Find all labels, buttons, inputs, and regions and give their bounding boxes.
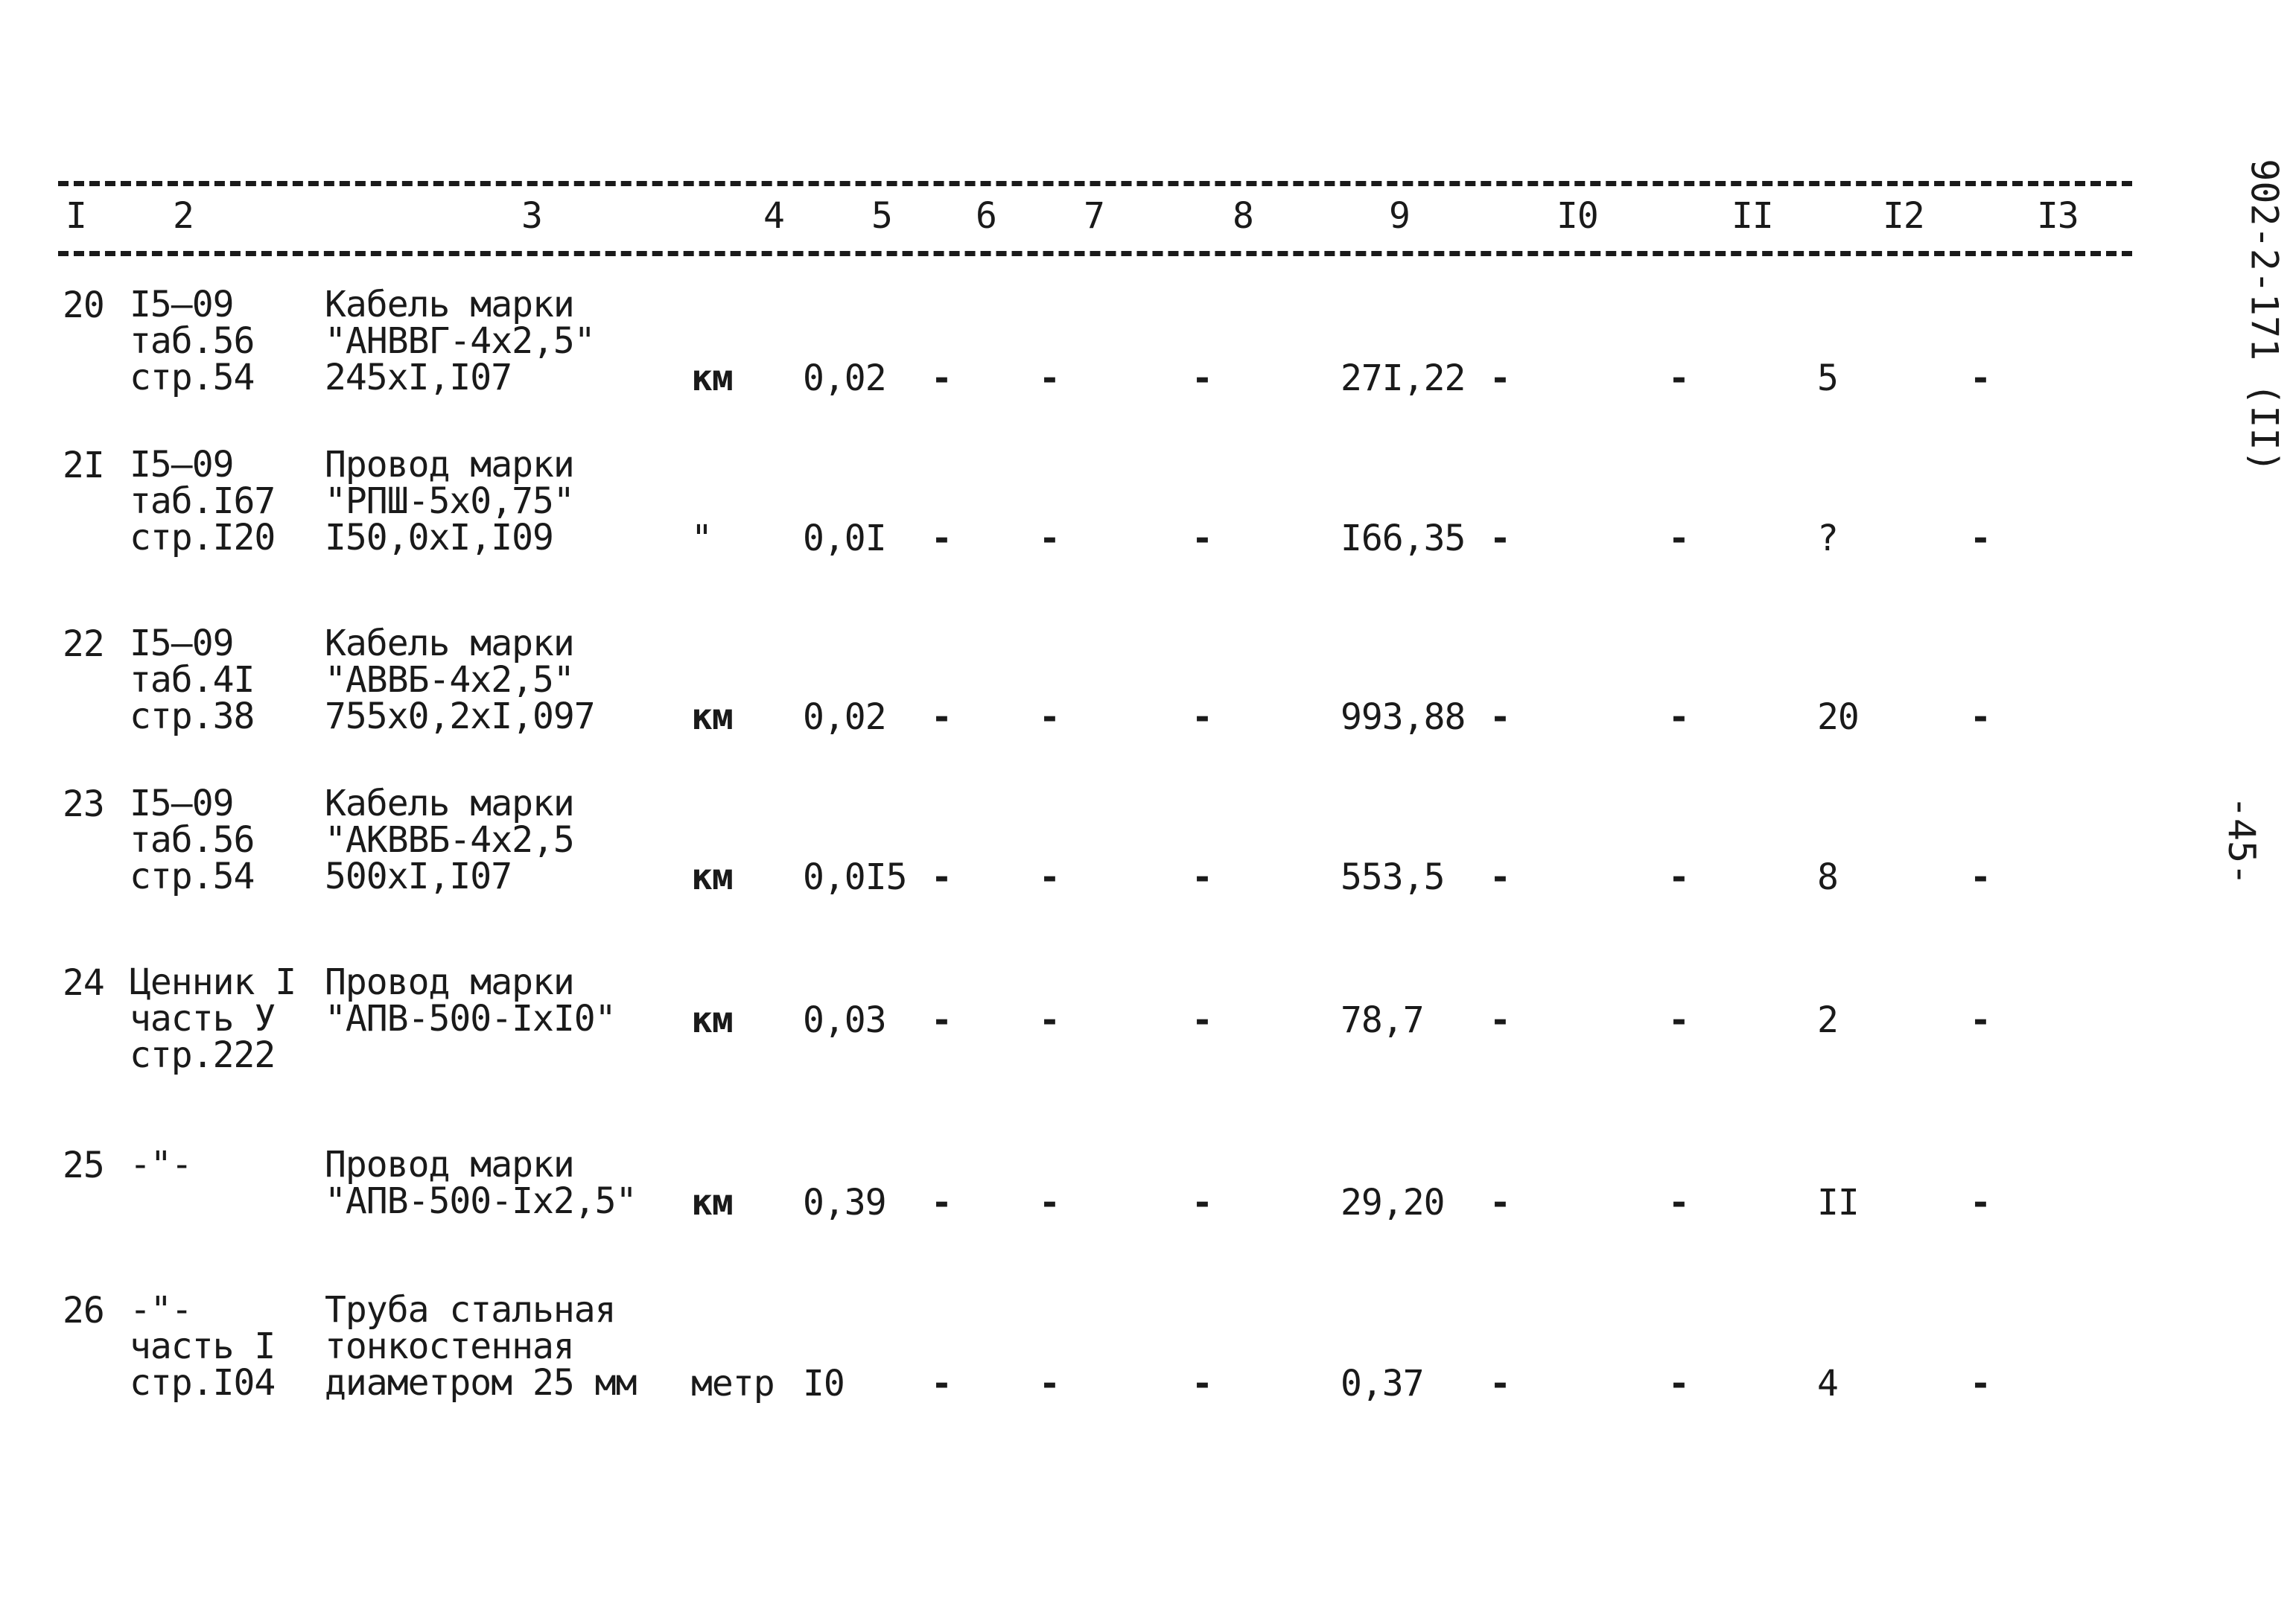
- cell-c12: 5: [1817, 357, 1838, 399]
- column-header: 9: [1389, 195, 1410, 237]
- cell-c12: 8: [1817, 856, 1838, 898]
- cell-ref: I5–09 таб.I67 стр.I20: [130, 444, 276, 559]
- cell-c10: -: [1489, 357, 1510, 399]
- cell-qty: 0,02: [803, 357, 886, 399]
- cell-price: 29,20: [1341, 1182, 1445, 1224]
- cell-qty: 0,02: [803, 696, 886, 738]
- cell-no: 20: [63, 284, 104, 326]
- cell-c6: -: [931, 999, 952, 1041]
- cell-c10: -: [1489, 1182, 1510, 1224]
- cell-c13: -: [1970, 696, 1991, 738]
- cell-c6: -: [931, 1182, 952, 1224]
- column-header: 7: [1084, 195, 1104, 237]
- cell-c11: -: [1668, 518, 1689, 559]
- cell-c12: 4: [1817, 1363, 1838, 1404]
- cell-price: 27I,22: [1341, 357, 1466, 399]
- column-header: I: [66, 195, 86, 237]
- cell-qty: 0,39: [803, 1182, 886, 1224]
- cell-c13: -: [1970, 856, 1991, 898]
- cell-qty: I0: [803, 1363, 845, 1404]
- cell-name: Кабель марки "АНВВГ-4х2,5" 245хI,I07: [325, 284, 595, 398]
- header-bottom-rule: [58, 251, 2132, 256]
- cell-c7: -: [1039, 1363, 1060, 1404]
- document-code: 902-2-171 (II): [2242, 159, 2286, 473]
- column-header: 2: [173, 195, 194, 237]
- cell-c8: -: [1192, 1363, 1212, 1404]
- cell-c11: -: [1668, 999, 1689, 1041]
- cell-price: I66,35: [1341, 518, 1466, 559]
- cell-ref: I5–09 таб.4I стр.38: [130, 623, 255, 737]
- cell-c11: -: [1668, 856, 1689, 898]
- cell-unit: км: [691, 357, 733, 399]
- cell-no: 25: [63, 1145, 104, 1186]
- column-header: 5: [871, 195, 892, 237]
- cell-ref: Ценник I часть У стр.222: [130, 961, 296, 1076]
- cell-name: Кабель марки "АВВБ-4х2,5" 755х0,2хI,097: [325, 623, 595, 737]
- cell-c10: -: [1489, 696, 1510, 738]
- cell-name: Провод марки "АПВ-500-Iх2,5": [325, 1144, 637, 1222]
- header-top-rule: [58, 181, 2132, 186]
- cell-c10: -: [1489, 518, 1510, 559]
- cell-c13: -: [1970, 1182, 1991, 1224]
- cell-c12: 2: [1817, 999, 1838, 1041]
- column-header: I0: [1556, 195, 1598, 237]
- cell-c7: -: [1039, 1182, 1060, 1224]
- cell-c7: -: [1039, 518, 1060, 559]
- cell-c8: -: [1192, 999, 1212, 1041]
- cell-name: Труба стальная тонкостенная диаметром 25 мм: [325, 1289, 637, 1404]
- cell-c8: -: [1192, 1182, 1212, 1224]
- cell-c12: 20: [1817, 696, 1859, 738]
- cell-price: 0,37: [1341, 1363, 1424, 1404]
- cell-name: Провод марки "РПШ-5х0,75" I50,0хI,I09: [325, 444, 574, 559]
- cell-price: 78,7: [1341, 999, 1424, 1041]
- cell-c6: -: [931, 696, 952, 738]
- page-number: -45-: [2220, 795, 2264, 886]
- cell-unit: ": [691, 518, 712, 559]
- cell-c10: -: [1489, 1363, 1510, 1404]
- cell-c13: -: [1970, 357, 1991, 399]
- cell-c7: -: [1039, 999, 1060, 1041]
- cell-qty: 0,03: [803, 999, 886, 1041]
- cell-qty: 0,0I: [803, 518, 886, 559]
- cell-c6: -: [931, 1363, 952, 1404]
- column-header: II: [1731, 195, 1773, 237]
- cell-name: Кабель марки "АКВВБ-4х2,5 500хI,I07: [325, 783, 574, 897]
- cell-c8: -: [1192, 357, 1212, 399]
- cell-no: 26: [63, 1290, 104, 1331]
- cell-c13: -: [1970, 1363, 1991, 1404]
- cell-no: 24: [63, 962, 104, 1004]
- cell-c7: -: [1039, 357, 1060, 399]
- cell-ref: -"-: [130, 1144, 192, 1186]
- cell-c10: -: [1489, 856, 1510, 898]
- cell-c13: -: [1970, 518, 1991, 559]
- cell-c8: -: [1192, 856, 1212, 898]
- cell-unit: км: [691, 856, 733, 898]
- cell-c6: -: [931, 357, 952, 399]
- cell-c6: -: [931, 518, 952, 559]
- cell-unit: км: [691, 696, 733, 738]
- cell-c13: -: [1970, 999, 1991, 1041]
- cell-c8: -: [1192, 518, 1212, 559]
- column-header: I2: [1883, 195, 1924, 237]
- cell-unit: метр: [691, 1363, 775, 1404]
- column-header: I3: [2037, 195, 2079, 237]
- cell-c6: -: [931, 856, 952, 898]
- cell-c11: -: [1668, 357, 1689, 399]
- cell-c11: -: [1668, 1182, 1689, 1224]
- column-header: 8: [1233, 195, 1253, 237]
- cell-c11: -: [1668, 696, 1689, 738]
- cell-c7: -: [1039, 696, 1060, 738]
- cell-qty: 0,0I5: [803, 856, 907, 898]
- cell-c12: ?: [1817, 518, 1838, 559]
- cell-ref: I5–09 таб.56 стр.54: [130, 284, 255, 398]
- column-header: 6: [976, 195, 996, 237]
- cell-c7: -: [1039, 856, 1060, 898]
- column-header: 4: [763, 195, 784, 237]
- cell-price: 993,88: [1341, 696, 1466, 738]
- cell-no: 23: [63, 783, 104, 825]
- cell-no: 2I: [63, 445, 104, 486]
- cell-c8: -: [1192, 696, 1212, 738]
- cell-no: 22: [63, 623, 104, 665]
- cell-price: 553,5: [1341, 856, 1445, 898]
- cell-unit: км: [691, 999, 733, 1041]
- cell-ref: I5–09 таб.56 стр.54: [130, 783, 255, 897]
- cell-name: Провод марки "АПВ-500-IхI0": [325, 961, 616, 1040]
- cell-c10: -: [1489, 999, 1510, 1041]
- cell-c12: II: [1817, 1182, 1859, 1224]
- cell-ref: -"- часть I стр.I04: [130, 1289, 276, 1404]
- column-header: 3: [521, 195, 542, 237]
- cell-c11: -: [1668, 1363, 1689, 1404]
- cell-unit: км: [691, 1182, 733, 1224]
